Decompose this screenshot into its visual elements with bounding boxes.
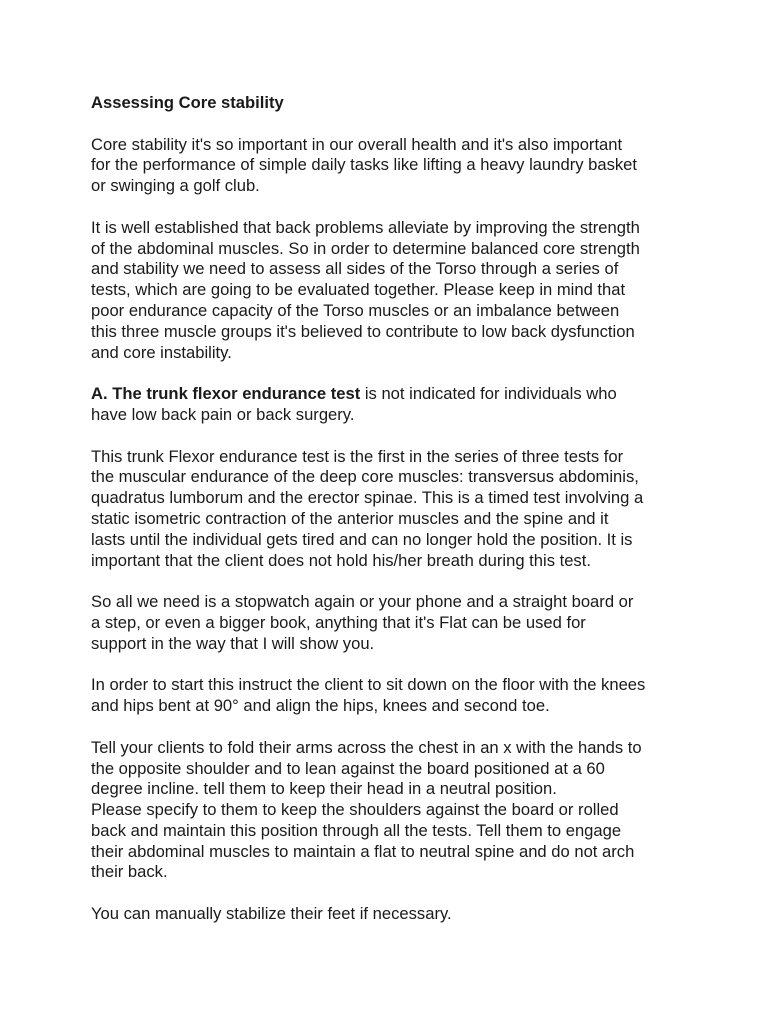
text-line: It is well established that back problems alleviate by improving the strength [91,217,640,237]
paragraph-stabilize-feet [91,904,691,925]
text-line: back and maintain this position through all the tests. Tell them to engage [91,820,622,840]
text-line: their abdominal muscles to maintain a flat to neutral spine and do not arch [91,841,635,861]
text-line: This trunk Flexor endurance test is the first in the series of three tests for [91,446,624,466]
text-line: So all we need is a stopwatch again or your phone and a straight board or [91,592,634,612]
text-line: static isometric contraction of the anterior muscles and the spine and it [91,508,609,528]
text-line: for the performance of simple daily tasks like lifting a heavy laundry basket [91,155,638,175]
document-title: Assessing Core stability [91,93,284,112]
paragraph-back-problems [91,218,691,364]
paragraph-section-a [91,384,691,426]
text-line: this three muscle groups it's believed to contribute to low back dysfunction [91,321,635,341]
text-line: lasts until the individual gets tired and can no longer hold the position. It is [91,529,633,549]
text-line: the opposite shoulder and to lean against the board positioned at a 60 [91,758,605,778]
text-line: quadratus lumborum and the erector spinae. This is a timed test involving a [91,488,644,508]
text-line: Tell your clients to fold their arms across the chest in an x with the hands to [91,737,642,757]
text-line: poor endurance capacity of the Torso muscles or an imbalance between [91,300,620,320]
text-line: or swinging a golf club. [91,176,260,196]
text-line: and stability we need to assess all sides of the Torso through a series of [91,259,619,279]
text-line: the muscular endurance of the deep core muscles: transversus abdominis, [91,467,639,487]
document-body [91,93,691,946]
paragraph-instructions [91,738,691,884]
text-line: In order to start this instruct the client to sit down on the floor with the knees [91,675,646,695]
section-a-heading: A. The trunk flexor endurance test [91,384,361,404]
text-line: degree incline. tell them to keep their head in a neutral position. [91,779,557,799]
section-a-text: is not indicated for individuals who [360,384,617,404]
text-line: and core instability. [91,342,232,362]
text-line: tests, which are going to be evaluated together. Please keep in mind that [91,280,626,300]
paragraph-test-description [91,447,691,572]
text-line: Please specify to them to keep the shoulders against the board or rolled [91,800,619,820]
text-line: support in the way that I will show you. [91,633,375,653]
text-line: their back. [91,862,168,882]
text-line: You can manually stabilize their feet if necessary. [91,904,452,924]
text-line: and hips bent at 90° and align the hips, knees and second toe. [91,696,550,716]
text-line: have low back pain or back surgery. [91,404,355,424]
paragraph-start-position [91,675,691,717]
text-line: important that the client does not hold his/her breath during this test. [91,550,591,570]
text-line: Core stability it's so important in our overall health and it's also important [91,134,623,154]
text-line: of the abdominal muscles. So in order to determine balanced core strength [91,238,640,258]
paragraph-equipment [91,592,691,654]
text-line [91,384,691,405]
text-line: a step, or even a bigger book, anything that it's Flat can be used for [91,612,586,632]
paragraph-intro [91,135,691,197]
